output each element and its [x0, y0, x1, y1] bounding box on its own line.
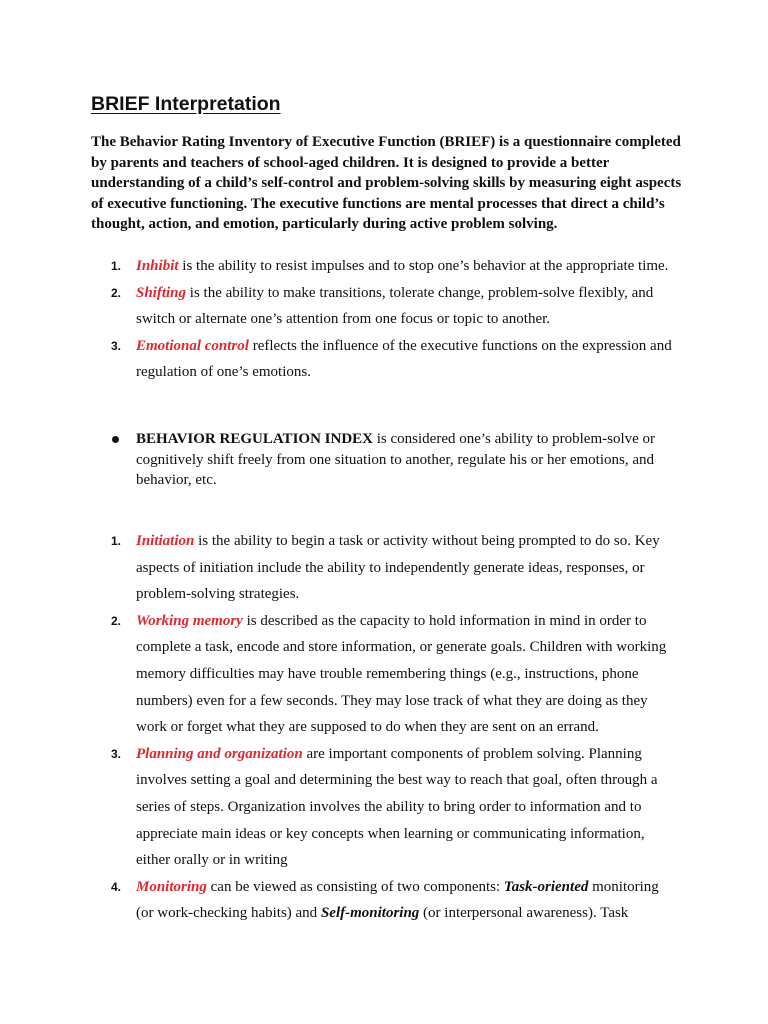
term-task-oriented: Task-oriented [503, 878, 589, 895]
list-item-shifting [0, 280, 676, 333]
list-number: 2. [111, 613, 122, 628]
definition-text: is described as the capacity to hold information in mind in order to complete a task, encode and store information, or generate goals. Children with working memory difficulties may have trouble remembering things (e.g., instructions, phone numbers) even for a few seconds. They may lose track of what they are doing as they work or forget what they are supposed to do when they are sent on an errand. [136, 612, 667, 736]
behavior-regulation-bullet [0, 429, 676, 491]
definition-text: is the ability to begin a task or activity without being prompted to do so. Key aspects of initiation include the ability to independently generate ideas, responses, or problem-solving strategies. [136, 533, 660, 603]
list-item-working-memory [0, 608, 676, 741]
term-shifting: Shifting [136, 284, 187, 301]
definition-text: monitoring (or work-checking habits) and [136, 878, 659, 922]
term-self-monitoring: Self-monitoring [320, 905, 420, 922]
list-number: 1. [111, 259, 122, 273]
bullet-item [0, 429, 676, 491]
bullet-dot [112, 436, 119, 443]
list-number: 3. [111, 746, 122, 761]
term-inhibit: Inhibit [136, 258, 179, 274]
list-item-planning-organization [0, 741, 676, 874]
list-item-initiation [0, 528, 676, 608]
list-number: 2. [111, 285, 122, 300]
bullet-lead: BEHAVIOR REGULATION INDEX [136, 431, 373, 447]
list-number: 4. [111, 879, 122, 894]
executive-functions-list-1 [0, 253, 676, 386]
definition-text: is the ability to resist impulses and to stop one’s behavior at the appropriate time. [178, 258, 669, 274]
executive-functions-list-2 [0, 528, 676, 927]
term-initiation: Initiation [136, 533, 195, 549]
term-planning-organization: Planning and organization [136, 745, 303, 762]
bullet-text: is considered one’s ability to problem-solve or cognitively shift freely from one situation to another, regulate his or her emotions, and behavior, etc. [136, 431, 656, 489]
list-number: 3. [111, 338, 122, 353]
list-item-emotional-control [0, 333, 676, 386]
list-item-monitoring [0, 874, 676, 927]
intro-paragraph: The Behavior Rating Inventory of Executive Function (BRIEF) is a questionnaire completed by parents and teachers of school-aged children. It is designed to provide a better understanding of a child’s self-control and problem-solving skills by measuring eight aspects of executive functioning. The executive functions are mental processes that direct a child’s thought, action, and emotion, particularly during active problem solving. [91, 134, 682, 233]
term-monitoring: Monitoring [136, 878, 207, 895]
definition-text: (or interpersonal awareness). Task [419, 905, 629, 922]
document-title: BRIEF Interpretation [91, 93, 281, 115]
definition-text: can be viewed as consisting of two components: [206, 878, 504, 895]
definition-text: is the ability to make transitions, tolerate change, problem-solve flexibly, and switch or alternate one’s attention from one focus or topic to another. [136, 284, 654, 328]
list-number: 1. [111, 534, 122, 548]
list-item-inhibit [0, 253, 676, 280]
definition-text: reflects the influence of the executive functions on the expression and regulation of one’s emotions. [136, 337, 672, 381]
definition-text: are important components of problem solving. Planning involves setting a goal and determining the best way to reach that goal, often through a series of steps. Organization involves the ability to bring order to information and to appreciate main ideas or key concepts when learning or communicating information, either orally or in writing [136, 745, 658, 869]
term-emotional-control: Emotional control [136, 337, 249, 354]
term-working-memory: Working memory [136, 612, 243, 629]
